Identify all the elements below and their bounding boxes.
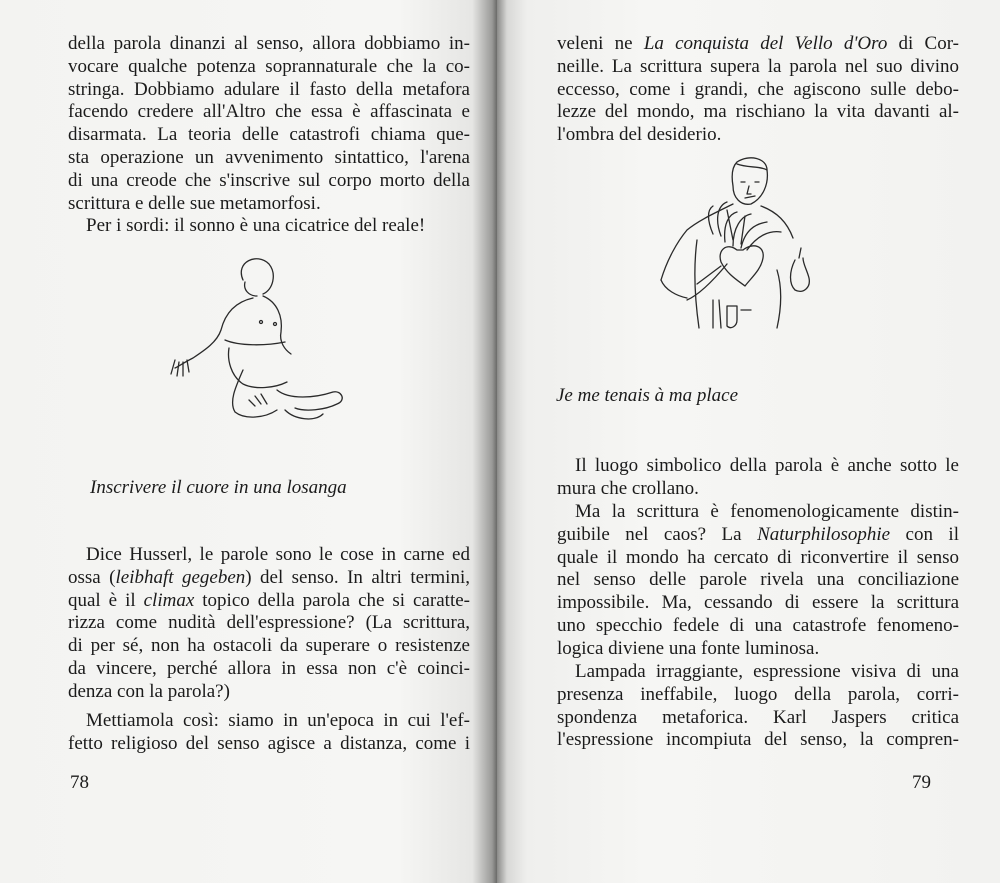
text-line: presenza ineffabile, luogo della parola, corri-: [557, 683, 959, 705]
text-line: fetto religioso del senso agisce a distanza, come i: [68, 732, 470, 754]
text: ossa (: [68, 566, 116, 588]
italic-text: Naturphilosophie: [757, 523, 891, 545]
paragraph: [557, 501, 959, 661]
text-line: di per sé, non ha ostacoli da superare o resistenze: [68, 635, 470, 657]
paragraph: [557, 455, 959, 501]
text: ) del senso. In altri termini,: [245, 566, 470, 588]
text-line: [557, 524, 959, 547]
text-line: logica diviene una fonte luminosa.: [557, 637, 820, 659]
sitting-figure-illustration: [165, 250, 365, 430]
italic-text: La conquista del Vello d'Oro: [643, 33, 888, 54]
text-line: denza con la parola?): [68, 680, 230, 702]
text-line: Lampada irraggiante, espressione visiva di una: [575, 661, 959, 682]
text-line: [68, 590, 470, 613]
text-line: Il luogo simbolico della parola è anche sotto le: [575, 455, 959, 476]
paragraph: [557, 33, 959, 147]
text: qual è il: [68, 589, 144, 611]
paragraph: [68, 33, 470, 215]
text-line: l'espressione incompiuta del senso, la compren-: [557, 729, 959, 751]
italic-text: climax: [143, 589, 195, 611]
text-line: da vincere, perché allora in essa non c'è coinci-: [68, 657, 470, 679]
text-line: Per i sordi: il sonno è una cicatrice del reale!: [86, 215, 426, 236]
text-line: eccesso, come i grandi, che agiscono sulle debo-: [557, 78, 959, 100]
text-line: scrittura e delle sue metamorfosi.: [68, 192, 321, 214]
text-line: mura che crollano.: [557, 477, 699, 499]
text-line: Ma la scrittura è fenomenologicamente distin-: [575, 501, 959, 522]
paragraph: [557, 661, 959, 752]
text-line: disarmata. La teoria delle catastrofi chiama que-: [68, 124, 470, 146]
italic-text: leibhaft gegeben: [115, 566, 246, 588]
man-holding-burning-heart-illustration: [637, 150, 837, 335]
text-line: l'ombra del desiderio.: [557, 124, 722, 146]
text-line: spondenza metaforica. Karl Jaspers critica: [557, 706, 959, 728]
text-line: vocare qualche potenza soprannaturale che la co-: [68, 55, 470, 77]
text-line: della parola dinanzi al senso, allora dobbiamo in-: [68, 33, 470, 54]
paragraph: [68, 215, 470, 238]
text-line: [557, 33, 959, 56]
illustration-caption: Inscrivere il cuore in una losanga: [90, 477, 347, 498]
text-line: uno specchio fedele di una catastrofe fenomeno-: [557, 614, 959, 636]
paragraph: [68, 710, 470, 756]
text-line: quale il mondo ha cercato di riconvertire il senso: [557, 546, 959, 568]
left-page: [0, 0, 497, 883]
text: veleni ne: [557, 33, 644, 54]
text: guibile nel caos? La: [557, 523, 758, 545]
page-number: 79: [912, 772, 931, 793]
text-line: sta operazione un avvenimento sintattico, l'arena: [68, 146, 470, 168]
text: topico della parola che si caratte-: [194, 589, 470, 611]
illustration-caption: Je me tenais à ma place: [556, 385, 739, 406]
text-line: lezze del mondo, ma rischiano la vita davanti al-: [557, 101, 959, 123]
right-page: [497, 0, 1000, 883]
text-line: [68, 567, 470, 590]
text-line: impossibile. Ma, cessando di essere la scrittura: [557, 592, 959, 614]
page-number: 78: [70, 772, 89, 793]
text-line: nel senso delle parole rivela una conciliazione: [557, 569, 959, 591]
paragraph: [68, 544, 470, 704]
text-line: Mettiamola così: siamo in un'epoca in cui l'ef-: [86, 710, 470, 731]
text: con il: [890, 523, 959, 545]
text-line: Dice Husserl, le parole sono le cose in carne ed: [86, 544, 470, 565]
text-line: facendo credere all'Altro che essa è affascinata e: [68, 101, 470, 123]
text-line: stringa. Dobbiamo adulare il fasto della metafora: [68, 78, 470, 100]
text: di Cor-: [887, 33, 959, 54]
text-line: rizza come nudità dell'espressione? (La scrittura,: [68, 612, 470, 634]
text-line: di una creode che s'inscrive sul corpo morto della: [68, 169, 470, 191]
text-line: neille. La scrittura supera la parola nel suo divino: [557, 55, 959, 77]
